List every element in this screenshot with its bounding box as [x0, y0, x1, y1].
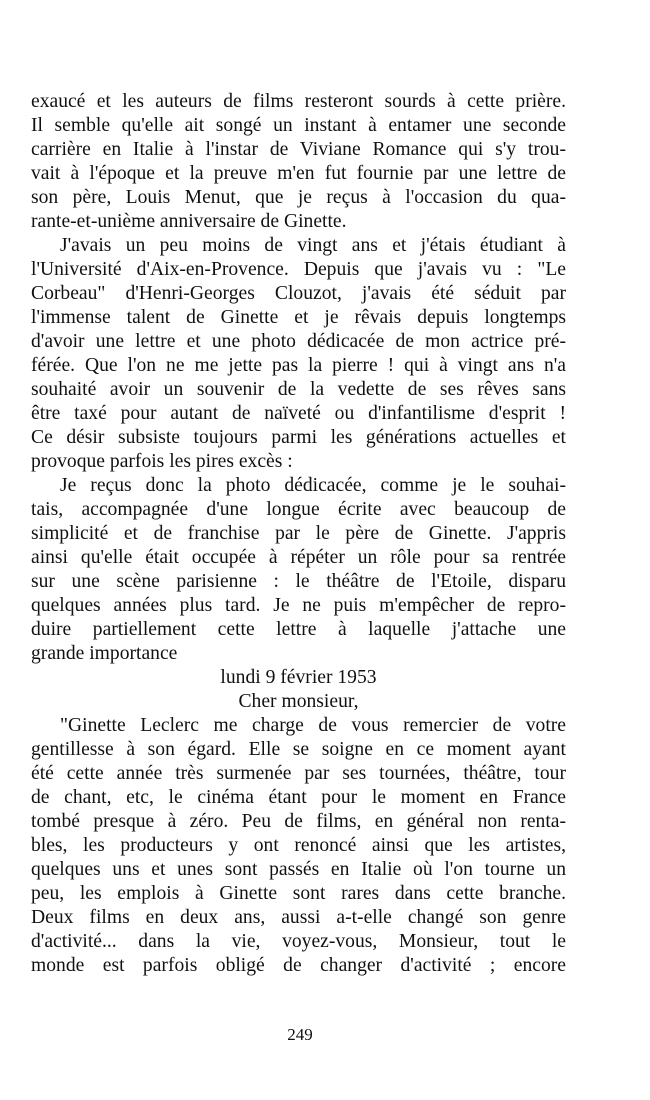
text-line: Deux films en deux ans, aussi a-t-elle changé son genre [31, 907, 566, 928]
text-line: été cette année très surmenée par ses tournées, théâtre, tour [31, 763, 566, 784]
text-line: l'immense talent de Ginette et je rêvais depuis longtemps [31, 307, 566, 328]
text-line: Il semble qu'elle ait songé un instant à entamer une seconde [31, 115, 566, 136]
text-line: monde est parfois obligé de changer d'activité ; encore [31, 955, 566, 976]
text-line: ainsi qu'elle était occupée à répéter un rôle pour sa rentrée [31, 547, 566, 568]
text-line: Ce désir subsiste toujours parmi les générations actuelles et [31, 427, 566, 448]
text-line: duire partiellement cette lettre à laquelle j'attache une [31, 619, 566, 640]
text-line: sur une scène parisienne : le théâtre de l'Etoile, disparu [31, 571, 566, 592]
text-line: bles, les producteurs y ont renoncé ainsi que les artistes, [31, 835, 566, 856]
text-line: exaucé et les auteurs de films resteront sourds à cette prière. [31, 91, 566, 112]
text-line: son père, Louis Menut, que je reçus à l'occasion du qua- [31, 187, 566, 208]
text-line: "Ginette Leclerc me charge de vous remercier de votre [60, 715, 566, 736]
text-line: Je reçus donc la photo dédicacée, comme je le souhai- [60, 475, 566, 496]
text-line: d'activité... dans la vie, voyez-vous, Monsieur, tout le [31, 931, 566, 952]
text-line: férée. Que l'on ne me jette pas la pierre ! qui à vingt ans n'a [31, 355, 566, 376]
text-line: provoque parfois les pires excès : [31, 451, 293, 472]
text-line: être taxé pour autant de naïveté ou d'infantilisme d'esprit ! [31, 403, 566, 424]
text-line: carrière en Italie à l'instar de Viviane Romance qui s'y trou- [31, 139, 566, 160]
letter-date: lundi 9 février 1953 [220, 667, 377, 688]
text-line: de chant, etc, le cinéma étant pour le moment en France [31, 787, 566, 808]
text-line: Corbeau" d'Henri-Georges Clouzot, j'avais été séduit par [31, 283, 566, 304]
text-line: rante-et-unième anniversaire de Ginette. [31, 211, 347, 232]
text-line: J'avais un peu moins de vingt ans et j'étais étudiant à [60, 235, 566, 256]
text-line: gentillesse à son égard. Elle se soigne en ce moment ayant [31, 739, 566, 760]
text-line: tais, accompagnée d'une longue écrite avec beaucoup de [31, 499, 566, 520]
text-line: l'Université d'Aix-en-Provence. Depuis que j'avais vu : "Le [31, 259, 566, 280]
text-line: tombé presque à zéro. Peu de films, en général non renta- [31, 811, 566, 832]
text-line: d'avoir une lettre et une photo dédicacée de mon actrice pré- [31, 331, 566, 352]
letter-salutation: Cher monsieur, [238, 691, 359, 712]
text-line: grande importance [31, 643, 178, 664]
page-number: 249 [287, 1025, 313, 1044]
text-line: quelques uns et unes sont passés en Italie où l'on tourne un [31, 859, 566, 880]
text-line: simplicité et de franchise par le père de Ginette. J'appris [31, 523, 566, 544]
text-line: vait à l'époque et la preuve m'en fut fournie par une lettre de [31, 163, 566, 184]
text-line: quelques années plus tard. Je ne puis m'empêcher de repro- [31, 595, 566, 616]
text-line: peu, les emplois à Ginette sont rares dans cette branche. [31, 883, 566, 904]
text-line: souhaité avoir un souvenir de la vedette de ses rêves sans [31, 379, 566, 400]
